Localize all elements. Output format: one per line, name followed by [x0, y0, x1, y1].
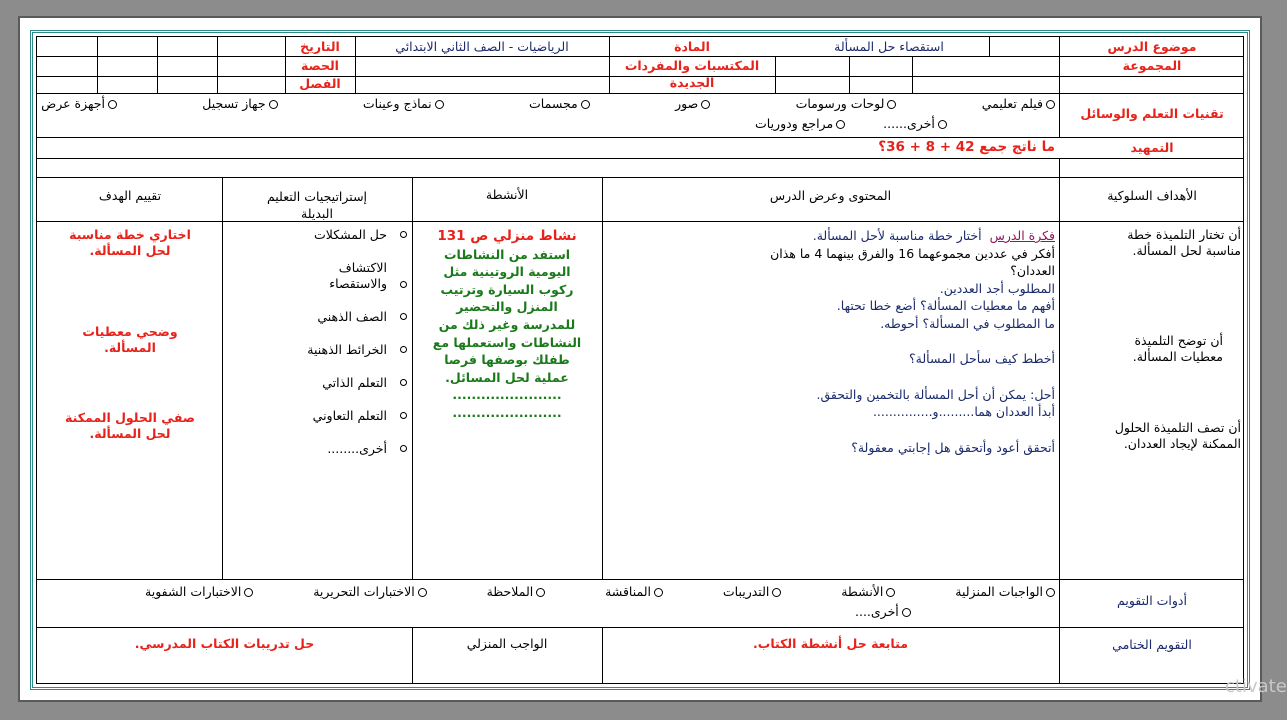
material-value: الرياضيات - الصف الثاني الابتدائي	[395, 39, 569, 54]
radio-circle-icon	[886, 588, 895, 597]
radio-circle-icon	[902, 608, 911, 617]
radio-circle-icon	[269, 100, 278, 109]
bullet-circle-icon	[400, 346, 407, 353]
resource-option: صور	[675, 96, 710, 114]
class-label: الفصل	[299, 76, 341, 91]
resource-option: أجهزة عرض	[41, 96, 117, 114]
lesson-plan-table	[36, 36, 1244, 684]
subject-value: استقصاء حل المسألة	[834, 39, 944, 54]
radio-circle-icon	[536, 588, 545, 597]
bullet-circle-icon	[400, 445, 407, 452]
resource-option: فيلم تعليمي	[982, 96, 1055, 114]
assessment-option: أخرى....	[855, 604, 911, 622]
material-label: المادة	[674, 39, 710, 54]
radio-circle-icon	[435, 100, 444, 109]
objectives-header: الأهداف السلوكية	[1107, 188, 1197, 203]
homework-label: الواجب المنزلي	[466, 636, 548, 651]
assessment-option: الملاحظة	[487, 584, 546, 602]
assessment-option: التدريبات	[723, 584, 781, 602]
radio-circle-icon	[418, 588, 427, 597]
evaluation-3: صفي الحلول الممكنة لحل المسألة.	[65, 410, 195, 441]
radio-circle-icon	[938, 120, 947, 129]
resource-option: نماذج وعينات	[363, 96, 444, 114]
activity-line: النشاطات واستعملها مع	[432, 334, 582, 350]
strategy-item: حل المشكلات	[227, 227, 407, 243]
assessment-option: الواجبات المنزلية	[955, 584, 1055, 602]
radio-circle-icon	[1046, 588, 1055, 597]
evaluation-header: تقييم الهدف	[98, 188, 162, 203]
activate-watermark: ctivate	[1225, 676, 1287, 697]
bullet-circle-icon	[400, 281, 407, 288]
activity-line: المنزل والتحضير	[456, 299, 558, 315]
objective-3: أن تصف التلميذة الحلول الممكنة لإيجاد العددان.	[1114, 420, 1241, 451]
radio-circle-icon	[887, 100, 896, 109]
group-label: المجموعة	[1122, 58, 1182, 73]
bullet-circle-icon	[400, 313, 407, 320]
activity-title: نشاط منزلي ص 131	[437, 228, 577, 244]
assessment-option: الاختبارات الشفوية	[145, 584, 253, 602]
objective-1: أن تختار التلميذة خطة مناسبة لحل المسألة.	[1127, 227, 1241, 258]
closing-value: متابعة حل أنشطة الكتاب.	[753, 636, 908, 651]
resource-option: مراجع ودوريات	[755, 116, 845, 134]
teal-border	[30, 30, 1250, 690]
resource-option: لوحات ورسومات	[796, 96, 897, 114]
strategy-item: الخرائط الذهنية	[227, 342, 407, 358]
resource-option: جهاز تسجيل	[202, 96, 277, 114]
assessment-option: المناقشة	[605, 584, 663, 602]
strategy-item: الصف الذهني	[227, 309, 407, 325]
evaluation-2: وضحي معطيات المسألة.	[82, 324, 178, 355]
resources-label: تقنيات التعلم والوسائل	[1080, 106, 1224, 121]
activity-line: للمدرسة وغير ذلك من	[438, 316, 576, 332]
resource-option: مجسمات	[529, 96, 590, 114]
activity-line: اليومية الروتينية مثل	[443, 264, 571, 280]
assessment-label: أدوات التقويم	[1117, 593, 1187, 608]
assessment-options	[145, 584, 1055, 624]
objective-2: أن توضح التلميذة معطيات المسألة.	[1132, 333, 1223, 364]
radio-circle-icon	[1046, 100, 1055, 109]
activities-cell: نشاط منزلي ص 131 استفد من النشاطات اليومية الروتينية مثل ركوب السيارة وترتيب المنزل والتحضير للمدرسة وغير ذلك من النشاطات واستعملها مع طفلك بوصفها فرصا عملية لحل المسائل. ....................... .......................	[415, 228, 599, 422]
radio-circle-icon	[581, 100, 590, 109]
bullet-circle-icon	[400, 231, 407, 238]
strategies-header: إستراتيجيات التعليم البديلة	[266, 189, 368, 221]
homework-value: حل تدريبات الكتاب المدرسي.	[134, 636, 315, 651]
activity-line: طفلك بوصفها فرصا	[444, 352, 570, 368]
evaluation-1: اختاري خطة مناسبة لحل المسألة.	[69, 227, 191, 258]
strategy-item: الاكتشاف والاستقصاء	[227, 260, 407, 292]
activity-line: عملية لحل المسائل.	[445, 369, 569, 385]
activities-header: الأنشطة	[485, 187, 529, 202]
assessment-option: الاختبارات التحريرية	[313, 584, 427, 602]
radio-circle-icon	[772, 588, 781, 597]
strategy-item: التعلم التعاوني	[227, 408, 407, 424]
lesson-content: فكرة الدرس أختار خطة مناسبة لأحل المسألة. أفكر في عددين مجموعهما 16 والفرق بينهما 4 ما هذان العددان؟ المطلوب أجد العددين. أفهم ما معطيات المسألة؟ أضع خطا تحتها. ما المطلوب في المسألة؟ أحوطه. أخطط كيف سأحل المسألة؟ أحل: يمكن أن أحل المسألة بالتخمين والتحقق. أبدأ العددان هما.........و............... أتحقق أعود وأتحقق هل إجابتي معقولة؟	[770, 228, 1055, 455]
content-header: المحتوى وعرض الدرس	[769, 188, 892, 203]
date-label: التاريخ	[300, 39, 340, 54]
subject-label: موضوع الدرس	[1107, 39, 1197, 54]
closing-label: التقويم الختامي	[1112, 637, 1192, 652]
bullet-circle-icon	[400, 412, 407, 419]
radio-circle-icon	[654, 588, 663, 597]
strategies-list	[227, 227, 407, 457]
strategy-item: أخرى........	[227, 441, 407, 457]
slide-frame	[18, 16, 1287, 702]
radio-circle-icon	[836, 120, 845, 129]
lesson-idea-label: فكرة الدرس	[989, 228, 1055, 243]
strategy-item: التعلم الذاتي	[227, 375, 407, 391]
warmup-label: التمهيد	[1130, 140, 1174, 155]
radio-circle-icon	[244, 588, 253, 597]
activity-line: ركوب السيارة وترتيب	[440, 281, 574, 297]
warmup-question: ما ناتج جمع 42 + 8 + 36؟	[878, 139, 1055, 155]
radio-circle-icon	[701, 100, 710, 109]
vocab-label: المكتسبات والمفردات الجديدة	[624, 58, 760, 90]
resource-option: أخرى......	[883, 116, 947, 134]
period-label: الحصة	[301, 58, 339, 73]
radio-circle-icon	[108, 100, 117, 109]
assessment-option: الأنشطة	[841, 584, 895, 602]
activity-line: استفد من النشاطات	[443, 246, 571, 262]
bullet-circle-icon	[400, 379, 407, 386]
resources-options	[41, 96, 1055, 136]
